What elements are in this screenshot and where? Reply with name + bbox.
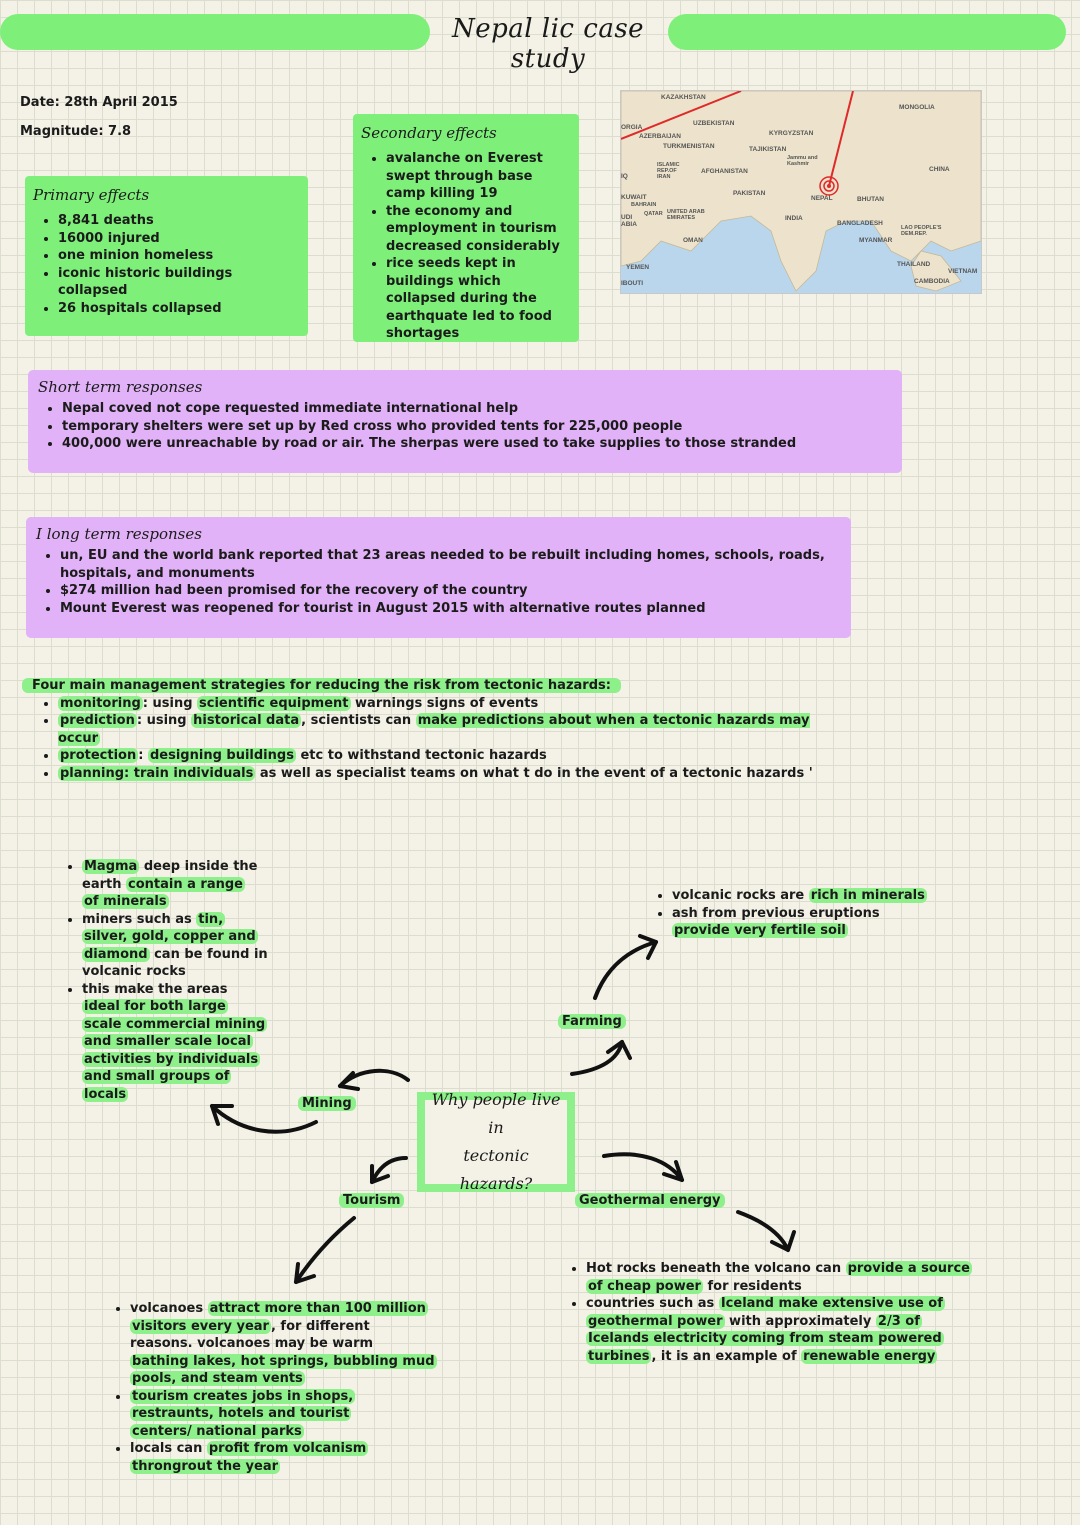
hl-text: of cheap power — [588, 1278, 701, 1294]
hl-text: visitors every year — [132, 1318, 269, 1334]
list-item — [672, 905, 948, 940]
text: for residents — [702, 1278, 802, 1294]
primary-effects-box — [25, 176, 308, 336]
hl-text: scientific equipment — [199, 695, 349, 711]
magnitude-text: Magnitude: 7.8 — [20, 124, 132, 139]
text: , for different — [270, 1318, 370, 1334]
hl-text: pools, and steam vents — [132, 1371, 303, 1386]
list-item: • 26 hospitals collapsed — [58, 300, 300, 318]
list-item: • 400,000 were unreachable by road or air. The sherpas were used to take supplies to those stranded — [62, 435, 892, 453]
date-text: Date: 28th April 2015 — [20, 95, 178, 110]
arrow-to-farming-label — [572, 1042, 622, 1074]
management-heading — [22, 677, 852, 695]
strategy-prediction — [58, 712, 852, 747]
map-label: IBOUTI — [621, 280, 644, 287]
management-heading-text: Four main management strategies for reducing the risk from tectonic hazards: — [22, 678, 621, 693]
text: can be found in — [149, 946, 268, 962]
geothermal-notes — [562, 1260, 1002, 1365]
hl-text: renewable energy — [803, 1348, 936, 1364]
arrow-to-geothermal-label — [604, 1154, 682, 1180]
center-line-1: Why people live in — [431, 1090, 561, 1137]
hl-text: tin, — [198, 911, 224, 927]
short-term-responses-box — [28, 370, 902, 473]
nepal-location-map — [620, 90, 982, 294]
map-label: TAJIKISTAN — [749, 146, 787, 153]
list-item: • one minion homeless — [58, 247, 300, 265]
hl-text: bathing lakes, hot springs, bubbling mud — [132, 1353, 435, 1369]
map-label: KYRGYZSTAN — [769, 130, 814, 137]
text: earth — [82, 876, 126, 892]
map-label: UNITED ARAB EMIRATES — [667, 209, 705, 221]
text: as well as specialist teams on what t do in the event of a tectonic hazards ' — [255, 765, 813, 781]
text: volcanic rocks — [82, 964, 186, 979]
hl-text: rich in minerals — [810, 888, 925, 903]
list-item — [586, 1260, 1002, 1295]
arrow-to-tourism-text — [296, 1218, 354, 1282]
mining-notes — [58, 858, 278, 1103]
hl-text: Icelands electricity coming from steam powered — [588, 1331, 942, 1346]
text: reasons. volcanoes may be warm — [130, 1336, 374, 1351]
mining-label: Mining — [298, 1096, 356, 1111]
secondary-effects-box — [353, 114, 579, 342]
hl-text: historical data — [193, 713, 300, 728]
geothermal-label: Geothermal energy — [575, 1193, 725, 1208]
list-item: • rice seeds kept in buildings which collapsed during the earthquate led to food shortages — [386, 255, 571, 343]
map-label: UDI ABIA — [621, 214, 637, 228]
map-label: INDIA — [785, 215, 803, 222]
map-label: UZBEKISTAN — [693, 120, 735, 127]
list-item: • temporary shelters were set up by Red cross who provided tents for 225,000 people — [62, 418, 892, 436]
hl-text: of minerals — [84, 894, 167, 909]
hl-text: geothermal power — [588, 1313, 723, 1329]
hl-text: contain a range — [128, 876, 243, 892]
page-title: Nepal lic case study — [451, 14, 645, 74]
text: locals can — [130, 1441, 207, 1456]
strategy-monitoring — [58, 695, 852, 713]
text: : using — [142, 695, 198, 711]
map-label: BANGLADESH — [837, 220, 883, 227]
text: with approximately — [724, 1313, 876, 1329]
map-label: MONGOLIA — [899, 104, 935, 111]
hl-text: activities by individuals — [84, 1051, 259, 1067]
list-item: • 8,841 deaths — [58, 212, 300, 230]
map-label: BHUTAN — [857, 196, 884, 203]
map-label: ISLAMIC REP.OF IRAN — [657, 162, 680, 180]
text: volcanoes — [130, 1301, 208, 1316]
map-label: KUWAIT — [621, 194, 647, 201]
arrow-to-mining-label — [340, 1071, 408, 1086]
hl-text: attract more than 100 million — [209, 1301, 426, 1316]
hl-text: Magma — [84, 859, 138, 874]
map-label: KAZAKHSTAN — [661, 94, 706, 101]
arrow-to-tourism-label — [372, 1158, 406, 1182]
text: etc to withstand tectonic hazards — [295, 748, 547, 763]
list-item — [130, 1388, 456, 1441]
map-label: QATAR — [644, 211, 663, 217]
list-item: • the economy and employment in tourism decreased considerably — [386, 203, 571, 256]
map-label: CAMBODIA — [914, 278, 950, 285]
farming-label: Farming — [558, 1014, 626, 1029]
map-label: BAHRAIN — [631, 202, 657, 208]
list-item: • Mount Everest was reopened for tourist in August 2015 with alternative routes planned — [60, 600, 841, 618]
list-item: • avalanche on Everest swept through base camp killing 19 — [386, 150, 571, 203]
map-label: VIETNAM — [948, 268, 978, 275]
list-item — [82, 858, 278, 911]
hl-text: ideal for both large — [84, 999, 226, 1014]
list-item: • un, EU and the world bank reported that 23 areas needed to be rebuilt including homes, schools, roads, hospitals, and monuments — [60, 547, 841, 582]
hl-text: Iceland make extensive use of — [720, 1296, 943, 1311]
text: this make the areas — [82, 981, 228, 997]
map-label: NEPAL — [811, 195, 833, 202]
arrow-to-geothermal-text — [738, 1212, 788, 1250]
list-item — [130, 1300, 456, 1388]
primary-effects-title: Primary effects — [33, 186, 150, 204]
hl-text: monitoring — [60, 695, 141, 711]
management-section — [22, 677, 852, 782]
map-label: MYANMAR — [859, 237, 893, 244]
hl-text: 2/3 of — [877, 1313, 920, 1329]
hl-text: provide very fertile soil — [674, 923, 846, 938]
list-item — [130, 1440, 456, 1475]
long-term-title: I long term responses — [36, 525, 202, 543]
header-bar-left — [0, 14, 430, 50]
strategy-planning — [58, 765, 852, 783]
hl-text: diamond — [84, 946, 148, 962]
map-label: PAKISTAN — [733, 190, 766, 197]
hl-text: scale commercial mining — [84, 1016, 266, 1032]
long-term-responses-box — [26, 517, 851, 638]
hl-text: provide a source — [847, 1261, 970, 1276]
hl-text: prediction — [60, 713, 135, 728]
map-label: LAO PEOPLE'S DEM.REP. — [901, 225, 942, 237]
map-label: Jammu and Kashmir — [787, 155, 818, 167]
mindmap-center-node — [417, 1092, 575, 1192]
center-line-2: tectonic hazards? — [459, 1146, 533, 1193]
hl-text: centers/ national parks — [132, 1423, 302, 1439]
hl-text: and small groups of — [84, 1069, 230, 1084]
hl-text: make predictions about when a tectonic hazards may occur — [58, 713, 810, 746]
list-item: • Nepal coved not cope requested immediate international help — [62, 400, 892, 418]
secondary-effects-title: Secondary effects — [361, 124, 497, 142]
list-item — [82, 911, 278, 981]
text: deep inside the — [139, 859, 258, 874]
hl-text: restraunts, hotels and tourist — [132, 1406, 350, 1421]
text: Hot rocks beneath the volcano can — [586, 1261, 846, 1276]
text: miners such as — [82, 911, 197, 927]
map-label: TURKMENISTAN — [663, 143, 715, 150]
header-bar-right — [668, 14, 1066, 50]
map-label: OMAN — [683, 237, 703, 244]
hl-text: designing buildings — [149, 748, 294, 763]
text: warnings signs of events — [350, 695, 539, 711]
list-item — [586, 1295, 1002, 1365]
map-label: YEMEN — [626, 264, 650, 271]
map-label: THAILAND — [897, 261, 931, 268]
arrow-to-farming-text — [595, 942, 656, 998]
hl-text: locals — [84, 1086, 127, 1102]
text: : using — [136, 713, 192, 728]
list-item — [82, 981, 278, 1104]
list-item — [672, 887, 948, 905]
hl-text: protection — [60, 748, 137, 763]
text: , it is an example of — [651, 1348, 802, 1364]
tourism-label: Tourism — [339, 1193, 404, 1208]
text: volcanic rocks are — [672, 888, 809, 903]
map-label: AFGHANISTAN — [701, 168, 748, 175]
strategy-protection — [58, 747, 852, 765]
hl-text: throngrout the year — [132, 1458, 278, 1474]
text: countries such as — [586, 1296, 719, 1311]
map-label: CHINA — [929, 166, 950, 173]
map-label: ORGIA — [621, 124, 643, 131]
hl-text: and smaller scale local — [84, 1034, 251, 1049]
list-item: • 16000 injured — [58, 230, 300, 248]
list-item: • $274 million had been promised for the recovery of the country — [60, 582, 841, 600]
hl-text: planning: train individuals — [60, 765, 254, 781]
map-label: IQ — [621, 173, 628, 180]
text: : — [138, 748, 148, 763]
text: ash from previous eruptions — [672, 905, 880, 921]
map-label: AZERBAIJAN — [639, 133, 681, 140]
short-term-title: Short term responses — [38, 378, 203, 396]
hl-text: tourism creates jobs in shops, — [132, 1388, 354, 1404]
hl-text: silver, gold, copper and — [84, 929, 256, 944]
tourism-notes — [106, 1300, 456, 1475]
text: , scientists can — [301, 713, 416, 728]
farming-notes — [648, 887, 948, 940]
hl-text: profit from volcanism — [208, 1441, 367, 1456]
list-item: • iconic historic buildings collapsed — [58, 265, 300, 300]
hl-text: turbines — [588, 1348, 650, 1364]
